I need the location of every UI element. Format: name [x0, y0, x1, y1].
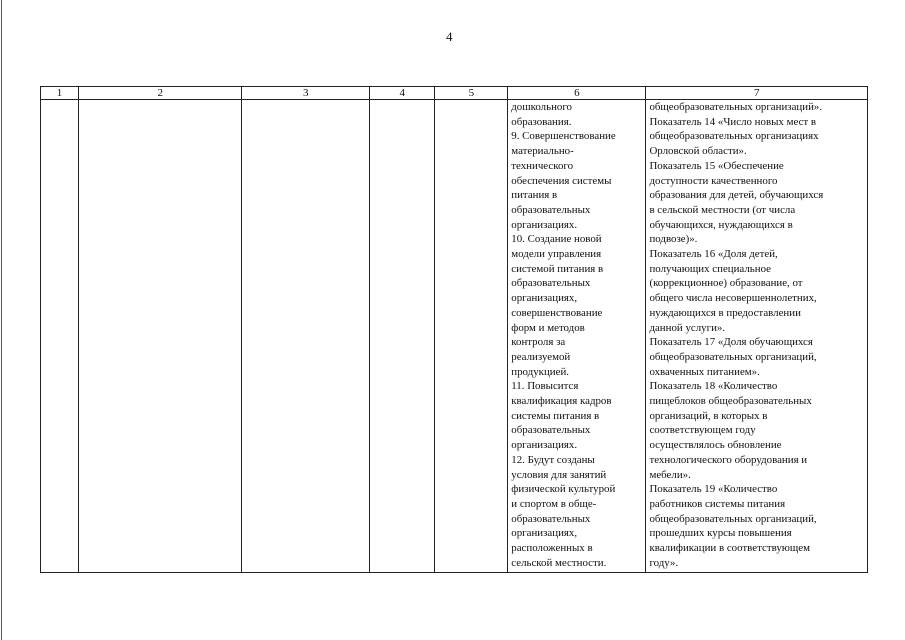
cell-text-line: Орловской области».	[649, 145, 747, 158]
cell-text-line: осуществлялось обновление	[649, 439, 782, 452]
cell-text-line: системы питания в	[511, 409, 600, 422]
cell-text-line: контроля за	[511, 336, 566, 349]
page-number: 4	[446, 29, 453, 44]
cell-text-line: условия для занятий	[511, 468, 607, 481]
cell-text-line: Показатель 19 «Количество	[649, 483, 778, 496]
cell-text-line: расположенных в	[511, 542, 593, 555]
cell-text-line: дошкольного	[511, 101, 572, 113]
cell-text-line: технологического оборудования и	[649, 453, 808, 466]
cell-text-line: подвозе)».	[649, 233, 698, 246]
cell-text-line: нуждающихся в предоставлении	[649, 306, 801, 319]
cell-text-line: 9. Совершенствование	[511, 130, 616, 143]
table-header-row	[41, 87, 868, 100]
cell-col3	[242, 100, 370, 573]
cell-text-line: общеобразовательных организациях	[649, 130, 819, 143]
column-header-4: 4	[370, 87, 435, 100]
column-header-1: 1	[41, 87, 79, 100]
cell-text-line: Показатель 15 «Обеспечение	[649, 159, 784, 172]
cell-text-line: прошедших курсы повышения	[649, 527, 792, 540]
cell-text-line: образовательных	[511, 424, 591, 437]
cell-text-line: образования.	[511, 115, 572, 128]
cell-text-line: питания в	[511, 189, 558, 202]
cell-col2	[78, 100, 242, 573]
cell-text-line: материально-	[511, 145, 574, 158]
cell-text-line: и спортом в обще-	[511, 497, 597, 510]
cell-text-line: организациях,	[511, 292, 578, 305]
cell-text-line: обеспечения системы	[511, 174, 612, 187]
cell-text-line: 12. Будут созданы	[511, 453, 595, 466]
cell-text-line: технического	[511, 159, 574, 172]
cell-col1	[41, 100, 79, 573]
cell-text-line: совершенствование	[511, 306, 603, 319]
cell-text-line: Показатель 18 «Количество	[649, 380, 778, 393]
page-left-edge	[1, 0, 2, 640]
cell-text-line: работников системы питания	[649, 497, 786, 510]
cell-text-line: 11. Повысится	[511, 380, 579, 393]
cell-text-line: общеобразовательных организаций,	[649, 512, 817, 525]
cell-text-line: Показатель 17 «Доля обучающихся	[649, 336, 813, 349]
cell-text-line: соответствующем году	[649, 424, 756, 437]
cell-text-line: физической культурой	[511, 483, 616, 496]
column-header-5: 5	[435, 87, 508, 100]
cell-text-line: квалификации в соответствующем	[649, 542, 811, 555]
cell-text-line: в сельской местности (от числа	[649, 203, 796, 216]
cell-text-line: общеобразовательных организаций».	[649, 101, 823, 113]
cell-text-line: организаций, в которых в	[649, 409, 768, 422]
cell-text-line: обучающихся, нуждающихся в	[649, 218, 793, 231]
cell-text-line: модели управления	[511, 248, 602, 261]
cell-text-line: году».	[649, 556, 679, 569]
document-table	[40, 86, 868, 573]
column-header-2: 2	[78, 87, 242, 100]
cell-text-line: образования для детей, обучающихся	[649, 189, 824, 202]
cell-text-line: образовательных	[511, 277, 591, 290]
cell-text-line: форм и методов	[511, 321, 585, 334]
cell-text-line: охваченных питанием».	[649, 365, 760, 378]
cell-text-line: Показатель 14 «Число новых мест в	[649, 115, 817, 128]
cell-text-line: получающих специальное	[649, 262, 771, 275]
column-header-7: 7	[646, 87, 868, 100]
column-header-6: 6	[508, 87, 646, 100]
cell-text-line: организациях.	[511, 218, 578, 231]
table-row	[41, 100, 868, 573]
cell-text-line: реализуемой	[511, 350, 571, 363]
cell-col4	[370, 100, 435, 573]
cell-text-line: пищеблоков общеобразовательных	[649, 395, 812, 408]
cell-text-line: продукцией.	[511, 365, 569, 378]
cell-text-line: квалификация кадров	[511, 395, 612, 408]
cell-text-line: доступности качественного	[649, 174, 778, 187]
cell-text-line: образовательных	[511, 203, 591, 216]
cell-text-line: общего числа несовершеннолетних,	[649, 292, 817, 305]
column-header-3: 3	[242, 87, 370, 100]
cell-text-line: общеобразовательных организаций,	[649, 350, 817, 363]
cell-col5	[435, 100, 508, 573]
cell-text-line: системой питания в	[511, 262, 604, 275]
cell-text-line: мебели».	[649, 468, 691, 481]
cell-text-line: сельской местности.	[511, 556, 607, 569]
cell-text-line: 10. Создание новой	[511, 233, 602, 246]
cell-text-line: организациях.	[511, 439, 578, 452]
cell-text-line: (коррекционное) образование, от	[649, 277, 803, 290]
cell-text-line: Показатель 16 «Доля детей,	[649, 248, 778, 261]
cell-col7-indicators	[646, 100, 868, 573]
cell-text-line: данной услуги».	[649, 321, 726, 334]
cell-text-line: организациях,	[511, 527, 578, 540]
cell-text-line: образовательных	[511, 512, 591, 525]
cell-col6-results	[508, 100, 646, 573]
